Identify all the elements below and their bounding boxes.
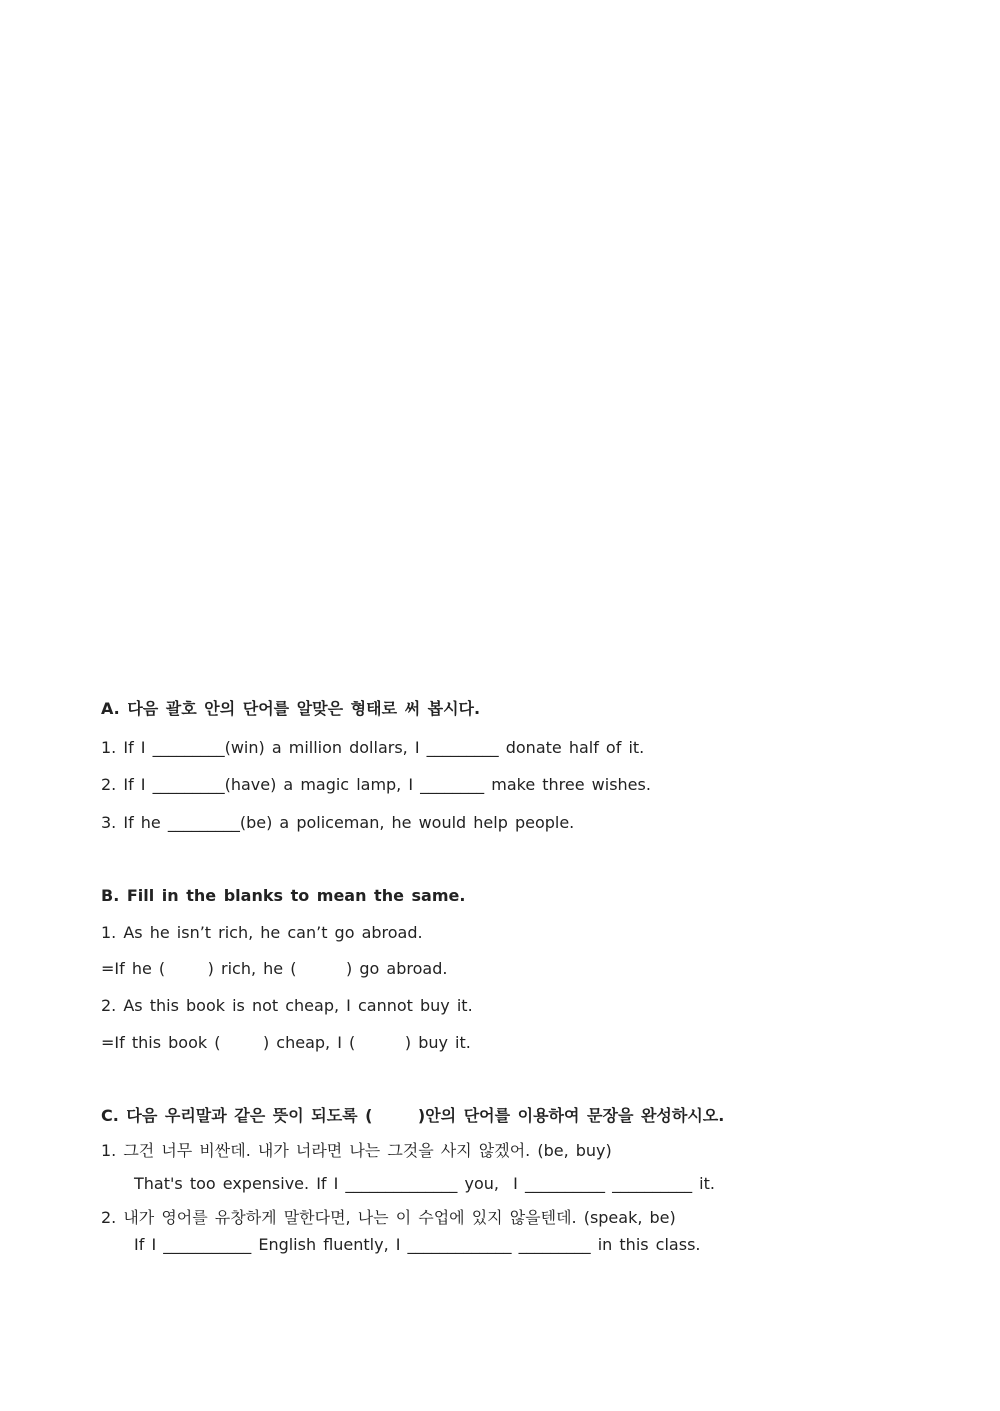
section-c-item-1-sentence: That's too expensive. If I ______________ you, I __________ __________ it.	[134, 1174, 715, 1193]
section-b-item-1-answer: =If he ( ) rich, he ( ) go abroad.	[101, 959, 448, 978]
section-b-item-1: 1. As he isn’t rich, he can’t go abroad.	[101, 923, 423, 942]
section-a-item-2: 2. If I _________(have) a magic lamp, I ________ make three wishes.	[101, 775, 651, 794]
section-c-heading: C. 다음 우리말과 같은 뜻이 되도록 ( )안의 단어를 이용하여 문장을 완성하시오.	[101, 1106, 725, 1125]
section-c-item-2-sentence: If I ___________ English fluently, I _____________ _________ in this class.	[134, 1235, 701, 1254]
section-b-item-2: 2. As this book is not cheap, I cannot buy it.	[101, 996, 473, 1015]
section-a-item-1: 1. If I _________(win) a million dollars, I _________ donate half of it.	[101, 738, 645, 757]
section-b-item-2-answer: =If this book ( ) cheap, I ( ) buy it.	[101, 1033, 471, 1052]
section-a-item-3: 3. If he _________(be) a policeman, he would help people.	[101, 813, 575, 832]
section-b-heading: B. Fill in the blanks to mean the same.	[101, 886, 466, 905]
section-c-item-1: 1. 그건 너무 비싼데. 내가 너라면 나는 그것을 사지 않겠어. (be, buy)	[101, 1141, 612, 1160]
section-c-item-2: 2. 내가 영어를 유창하게 말한다면, 나는 이 수업에 있지 않을텐데. (speak, be)	[101, 1208, 676, 1227]
section-a-heading: A. 다음 괄호 안의 단어를 알맞은 형태로 써 봅시다.	[101, 699, 481, 718]
